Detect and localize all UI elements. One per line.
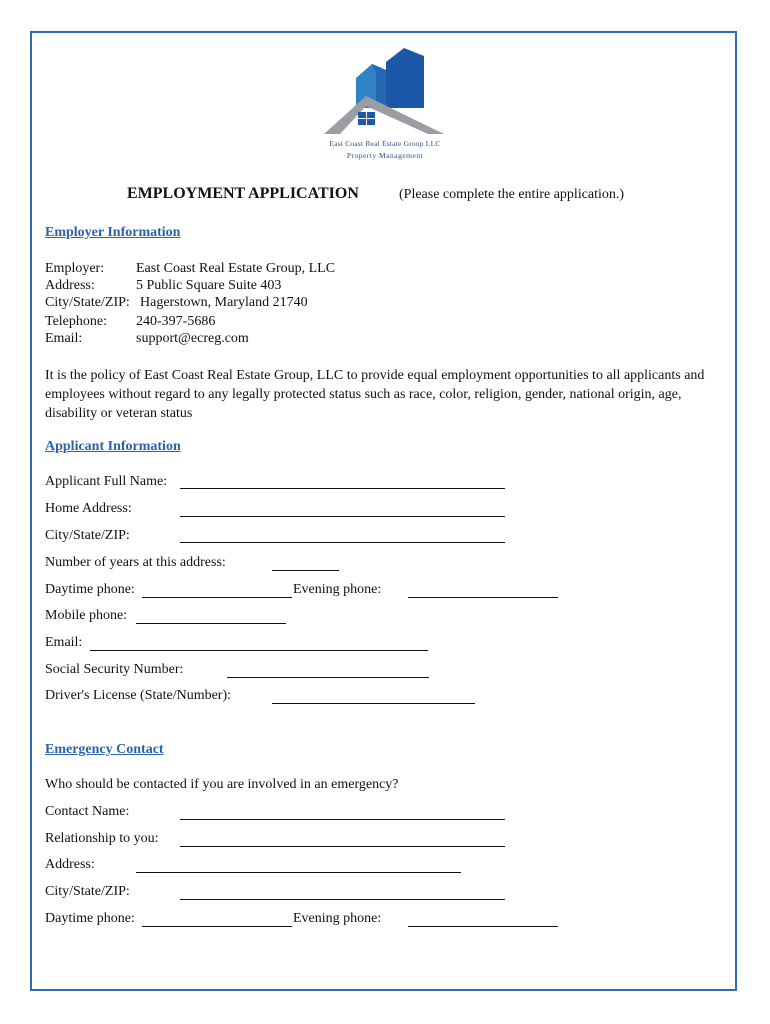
telephone-value: 240-397-5686 (136, 314, 216, 329)
home-address-label: Home Address: (45, 501, 132, 516)
email-label: Email: (45, 331, 83, 346)
building-logo-icon (318, 42, 452, 138)
city-value: Hagerstown, Maryland 21740 (140, 295, 308, 310)
title-note: (Please complete the entire application.) (399, 187, 625, 202)
drivers-license-field[interactable] (272, 703, 475, 704)
years-at-address-field[interactable] (272, 570, 339, 571)
company-logo (318, 42, 452, 166)
equal-opportunity-policy: It is the policy of East Coast Real Estate Group, LLC to provide equal employment opportunities to all applicants and employees without regard to any legally protected status such as race, color, religion, gender, national origin, age, disability or veteran status (45, 368, 705, 421)
contact-daytime-phone-label: Daytime phone: (45, 911, 135, 926)
daytime-phone-field[interactable] (142, 597, 292, 598)
evening-phone-label: Evening phone: (293, 582, 382, 597)
contact-city-field[interactable] (180, 899, 505, 900)
years-at-address-label: Number of years at this address: (45, 555, 226, 570)
employer-value: East Coast Real Estate Group, LLC (136, 261, 336, 276)
daytime-phone-label: Daytime phone: (45, 582, 135, 597)
applicant-email-label: Email: (45, 635, 83, 650)
applicant-section-heading: Applicant Information (45, 439, 181, 454)
contact-evening-phone-field[interactable] (408, 926, 558, 927)
contact-city-label: City/State/ZIP: (45, 884, 130, 899)
address-label: Address: (45, 278, 95, 293)
evening-phone-field[interactable] (408, 597, 558, 598)
emergency-question: Who should be contacted if you are involved in an emergency? (45, 777, 399, 792)
page-title: EMPLOYMENT APPLICATION (127, 185, 359, 202)
contact-evening-phone-label: Evening phone: (293, 911, 382, 926)
contact-address-field[interactable] (136, 872, 461, 873)
emergency-section-heading: Emergency Contact (45, 742, 164, 757)
full-name-field[interactable] (180, 488, 505, 489)
email-value: support@ecreg.com (136, 331, 249, 346)
logo-company-name: East Coast Real Estate Group LLC (329, 139, 441, 148)
mobile-phone-label: Mobile phone: (45, 608, 128, 623)
drivers-license-label: Driver's License (State/Number): (45, 688, 232, 703)
applicant-city-label: City/State/ZIP: (45, 528, 130, 543)
mobile-phone-field[interactable] (136, 623, 286, 624)
ssn-field[interactable] (227, 677, 429, 678)
address-value: 5 Public Square Suite 403 (136, 278, 282, 293)
applicant-city-field[interactable] (180, 542, 505, 543)
full-name-label: Applicant Full Name: (45, 474, 168, 489)
employer-section-heading: Employer Information (45, 225, 181, 240)
employer-label: Employer: (45, 261, 105, 276)
ssn-label: Social Security Number: (45, 662, 184, 677)
city-label: City/State/ZIP: (45, 295, 130, 310)
applicant-email-field[interactable] (90, 650, 428, 651)
telephone-label: Telephone: (45, 314, 107, 329)
contact-address-label: Address: (45, 857, 95, 872)
relationship-field[interactable] (180, 846, 505, 847)
logo-tagline: Property Management (346, 151, 424, 160)
contact-name-label: Contact Name: (45, 804, 130, 819)
home-address-field[interactable] (180, 516, 505, 517)
relationship-label: Relationship to you: (45, 831, 159, 846)
contact-daytime-phone-field[interactable] (142, 926, 292, 927)
page-border (30, 31, 737, 991)
contact-name-field[interactable] (180, 819, 505, 820)
